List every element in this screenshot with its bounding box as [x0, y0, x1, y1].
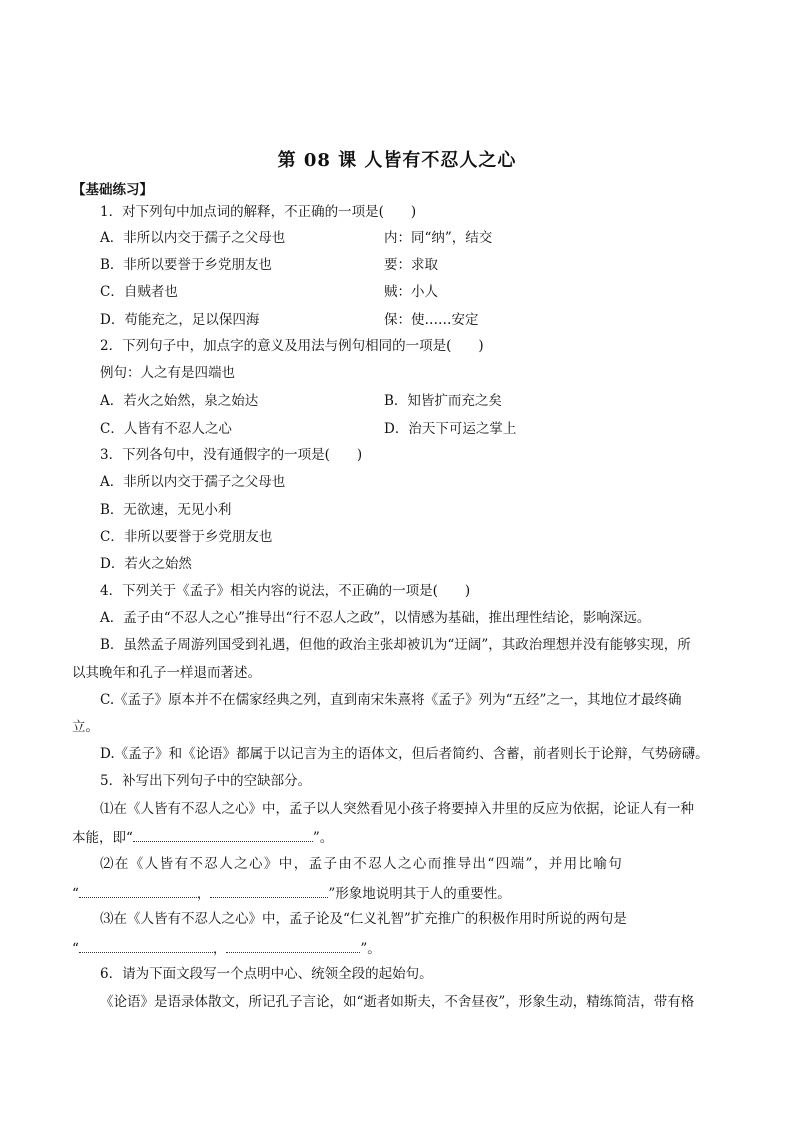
q2-option-b: B．知皆扩而充之矣: [384, 393, 502, 409]
q6-passage: 《论语》是语录体散文，所记孔子言论，如“逝者如斯夫，不舍昼夜”，形象生动，精练简洁，带有格: [100, 994, 695, 1010]
q2-option-d: D．治天下可运之掌上: [384, 421, 517, 437]
q5-part1-line1: ⑴在《人皆有不忍人之心》中，孟子以人突然看见小孩子将要掉入井里的反应为依据，论证人有一种: [100, 801, 694, 817]
q4-stem: 4．下列关于《孟子》相关内容的说法，不正确的一项是( ): [100, 583, 471, 599]
q5-blank-3[interactable]: [210, 883, 328, 898]
q1-option-a-gloss: 内：同“纳”，结交: [384, 230, 493, 246]
q3-option-d: D．若火之始然: [100, 556, 192, 572]
q5-part3-line1: ⑶在《人皆有不忍人之心》中，孟子论及“仁义礼智”扩充推广的积极作用时所说的两句是: [100, 911, 627, 927]
q1-option-c-gloss: 贼：小人: [384, 284, 438, 300]
q5-blank-5[interactable]: [226, 938, 360, 953]
q1-option-a: A．非所以内交于孺子之父母也: [100, 230, 286, 246]
q4-option-c-line1: C.《孟子》原本并不在儒家经典之列，直到南宋朱熹将《孟子》列为“五经”之一，其地位才最终确: [100, 692, 682, 708]
q5-part1-suffix: ”。: [312, 830, 334, 846]
q1-option-b: B．非所以要誉于乡党朋友也: [100, 257, 272, 273]
q5-part2-sep: ，: [196, 886, 211, 902]
section-heading: 【基础练习】: [72, 182, 153, 198]
q1-option-c: C．自贼者也: [100, 284, 178, 300]
q5-part3-suffix: ”。: [360, 941, 381, 957]
q2-stem: 2．下列句子中，加点字的意义及用法与例句相同的一项是( ): [100, 338, 484, 354]
q5-part3-line2: [72, 938, 381, 958]
q5-blank-1[interactable]: [133, 827, 313, 842]
q5-part2-line1: ⑵在《人皆有不忍人之心》中，孟子由不忍人之心而推导出“四端”，并用比喻句: [100, 856, 624, 872]
q5-part2-suffix: ”形象地说明其于人的重要性。: [328, 886, 511, 902]
q5-blank-4[interactable]: [79, 938, 213, 953]
q2-option-a: A．若火之始然，泉之始达: [100, 393, 259, 409]
q3-option-a: A．非所以内交于孺子之父母也: [100, 474, 286, 490]
lesson-title: 第 08 课 人皆有不忍人之心: [277, 150, 517, 171]
q5-part1-prefix: 本能，即“: [72, 830, 133, 846]
q1-stem: 1．对下列句中加点词的解释，不正确的一项是( ): [100, 204, 417, 220]
q4-option-b-line1: B．虽然孟子周游列国受到礼遇，但他的政治主张却被讥为“迂阔”，其政治理想并没有能够实现，所: [100, 637, 691, 653]
q4-option-c-line2: 立。: [72, 719, 99, 735]
q2-option-c: C．人皆有不忍人之心: [100, 421, 232, 437]
q5-part1-line2: [72, 827, 333, 847]
q5-part3-prefix: “: [72, 941, 79, 957]
q5-stem: 5．补写出下列句子中的空缺部分。: [100, 773, 312, 789]
q5-part3-sep: ，: [212, 941, 227, 957]
q5-part2-prefix: “: [72, 886, 79, 902]
q1-option-d-gloss: 保：使……安定: [384, 312, 479, 328]
q2-example: 例句：人之有是四端也: [100, 365, 235, 381]
q4-option-b-line2: 以其晚年和孔子一样退而著述。: [72, 665, 261, 681]
q4-option-d: D.《孟子》和《论语》都属于以记言为主的语体文，但后者简约、含蓄，前者则长于论辩，气势磅礴。: [100, 746, 709, 762]
q5-part2-line2: [72, 883, 511, 903]
q1-option-d: D．苟能充之，足以保四海: [100, 312, 260, 328]
q6-stem: 6．请为下面文段写一个点明中心、统领全段的起始句。: [100, 966, 433, 982]
q5-blank-2[interactable]: [79, 883, 197, 898]
q3-option-c: C．非所以要誉于乡党朋友也: [100, 529, 273, 545]
q4-option-a: A．孟子由“不忍人之心”推导出“行不忍人之政”，以情感为基础，推出理性结论，影响深远。: [100, 610, 651, 626]
q3-option-b: B．无欲速，无见小利: [100, 502, 232, 518]
q3-stem: 3．下列各句中，没有通假字的一项是( ): [100, 447, 363, 463]
q1-option-b-gloss: 要：求取: [384, 257, 438, 273]
